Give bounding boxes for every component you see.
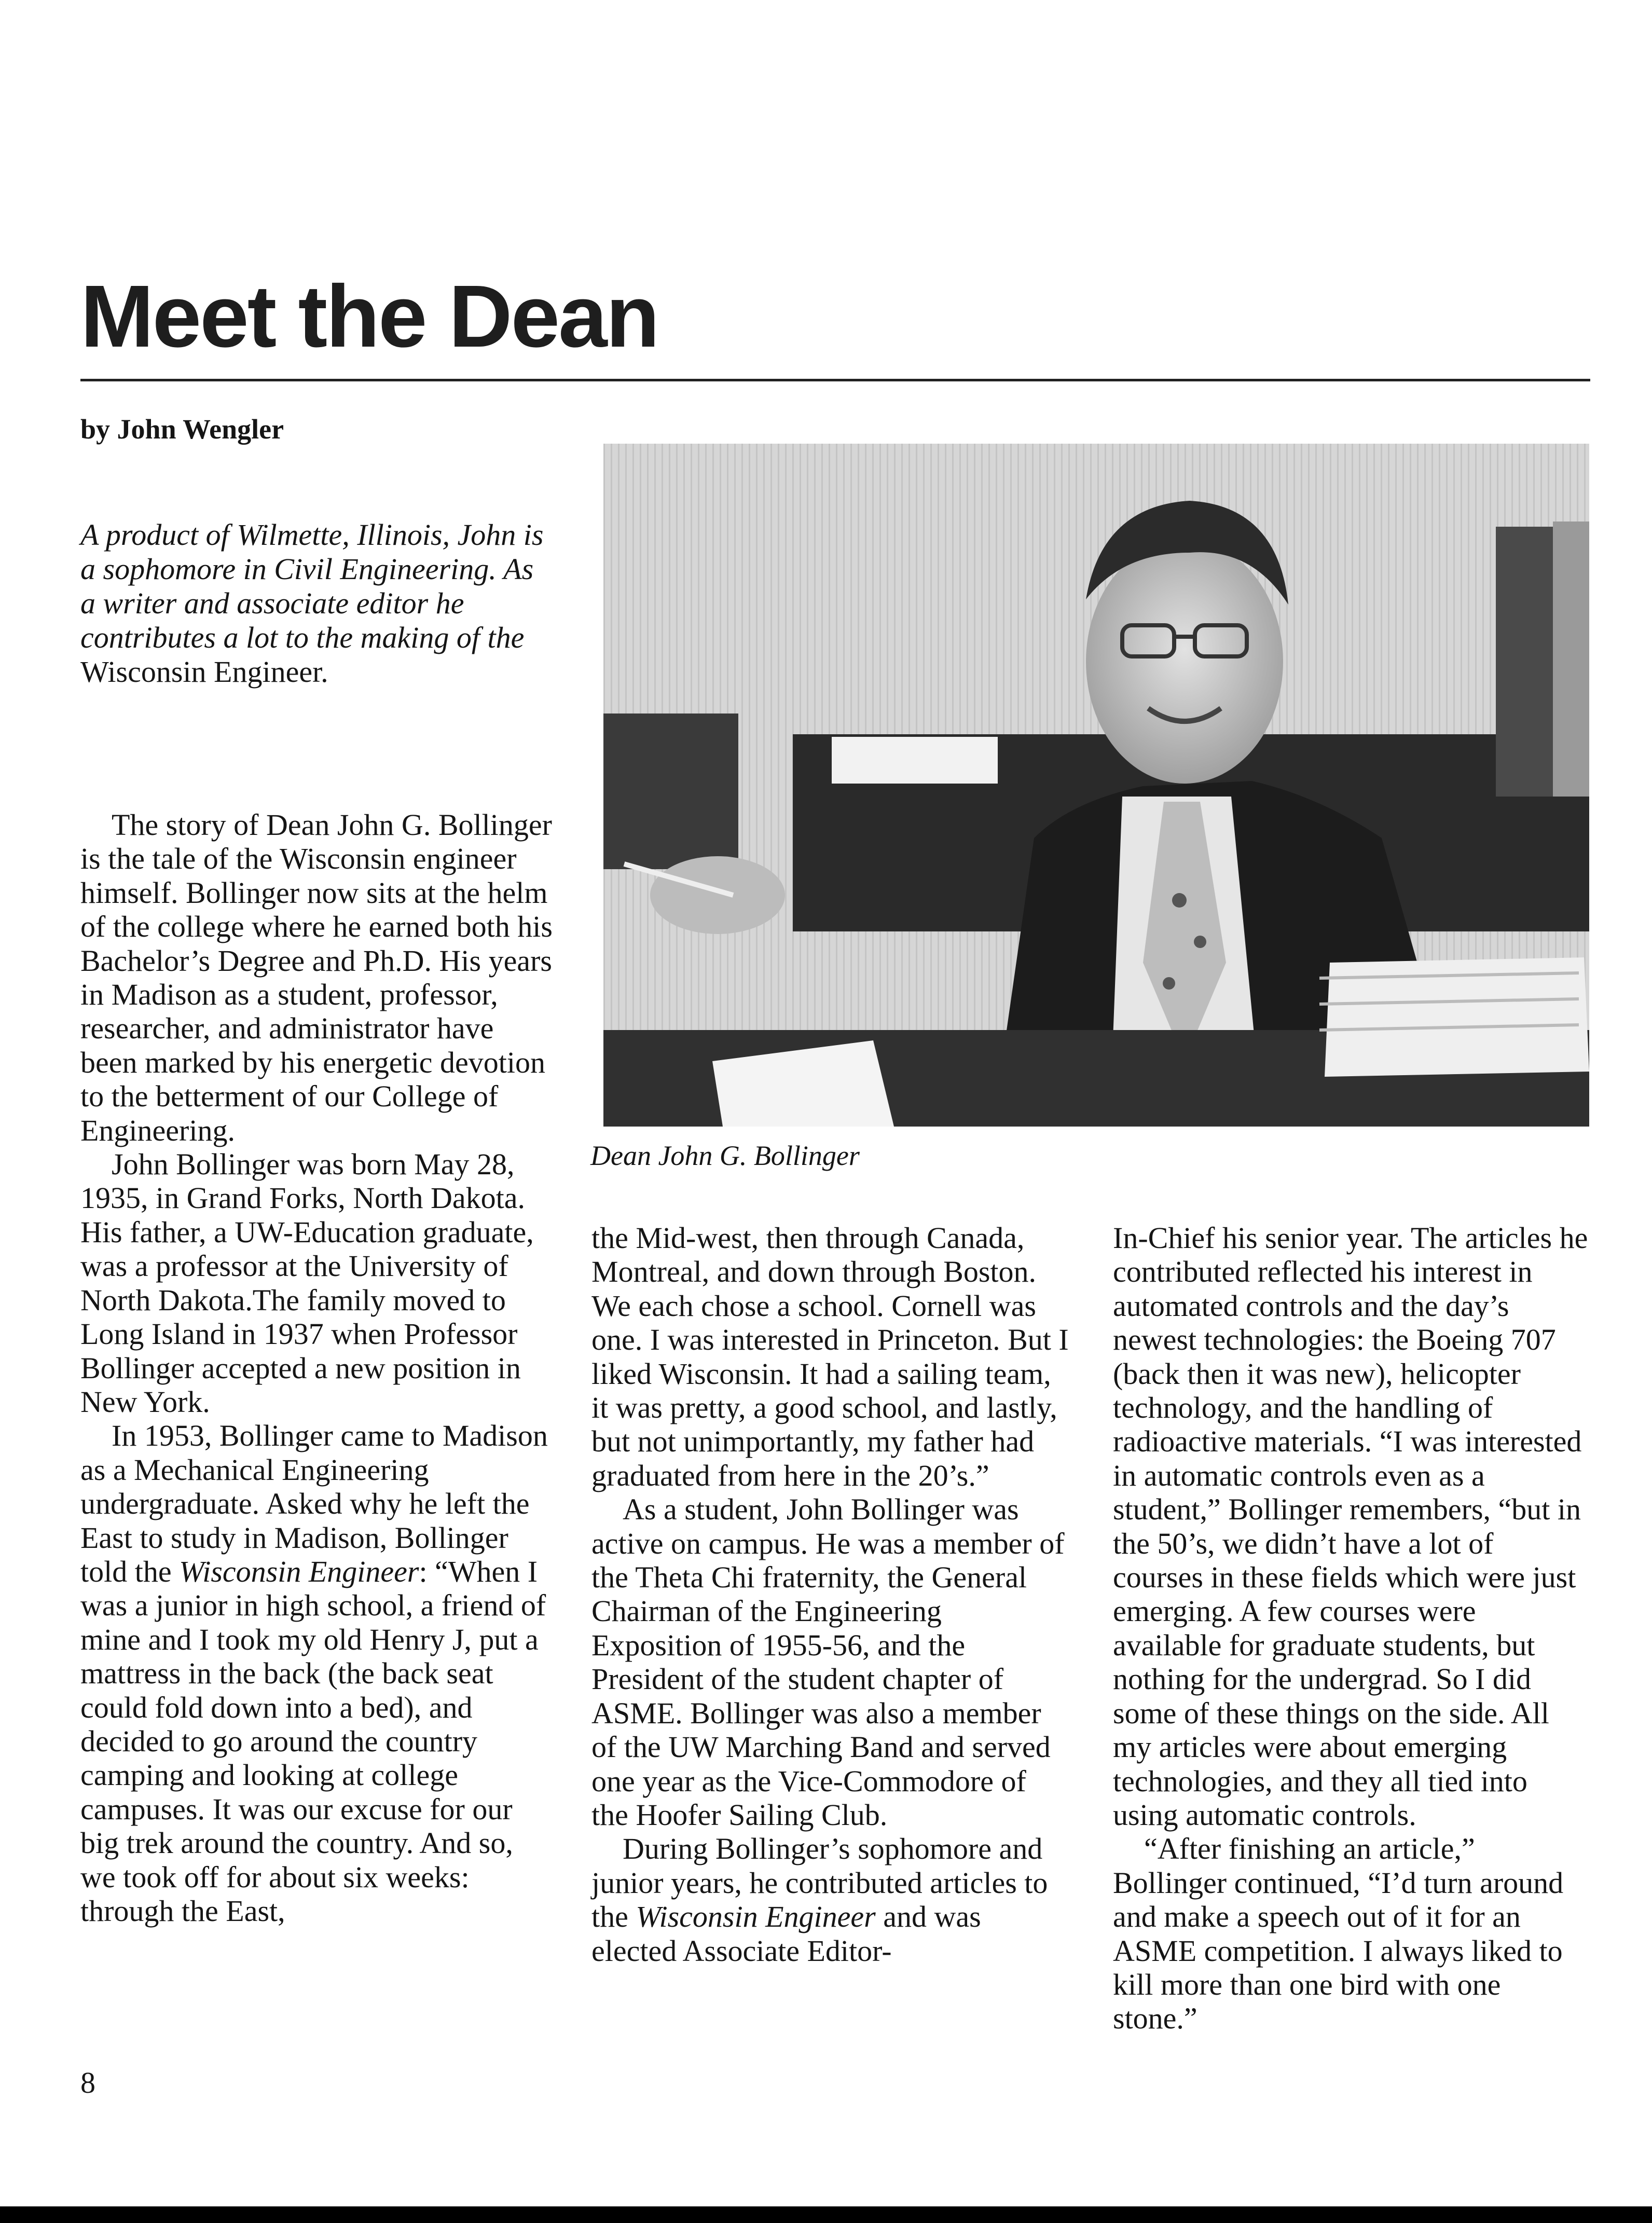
paragraph: the Mid-west, then through Canada, Montreal, and down through Boston. We each chose a school. Cornell was one. I was interested in Princeton. But I liked Wisconsin. It had a sailing team, it was pretty, a good school, and lastly, but not unimportantly, my father had graduated from here in the 20’s.” xyxy=(591,1221,1069,1492)
magazine-name: Wisconsin Engineer xyxy=(179,1554,419,1588)
author-intro xyxy=(80,518,547,689)
paragraph-text: In 1953, Bollinger came to Madison as a Mechanical Engineering undergraduate. Asked why he left the East to study in Madison, Bollinger told the xyxy=(80,1419,548,1588)
paragraph xyxy=(80,1419,553,1928)
column-2 xyxy=(591,1221,1069,1968)
page-number: 8 xyxy=(80,2066,95,2100)
scan-edge-bar xyxy=(0,2206,1652,2223)
dean-photo xyxy=(603,444,1589,1127)
title-rule xyxy=(80,379,1590,381)
paragraph xyxy=(591,1832,1069,1968)
article-title: Meet the Dean xyxy=(80,267,658,366)
paragraph-text: During Bollinger’s sophomore and junior years, he contributed articles to the xyxy=(591,1832,1048,1934)
byline: by John Wengler xyxy=(80,414,284,445)
paragraph-text: : “When I was a junior in high school, a friend of mine and I took my old Henry J, put a mattress in the back (the back seat could fold down into a bed), and decided to go around the country camping and looking at college campuses. It was our excuse for our big trek around the country. And so, we took off for about six weeks: through the East, xyxy=(80,1554,546,1928)
photo-caption: Dean John G. Bollinger xyxy=(590,1140,860,1171)
paragraph-text: and was elected Associate Editor- xyxy=(591,1900,981,1968)
paragraph: In-Chief his senior year. The articles he contributed reflected his interest in automated controls and the day’s newest technologies: the Boeing 707 (back then it was new), helicopter technology, and the handling of radioactive materials. “I was interested in automatic controls even as a student,” Bollinger remembers, “but in the 50’s, we didn’t have a lot of courses in these fields which were just emerging. A few courses were available for graduate students, but nothing for the undergrad. So I did some of these things on the side. All my articles were about emerging technologies, and they all tied into using automatic controls. xyxy=(1113,1221,1588,1832)
paragraph: John Bollinger was born May 28, 1935, in Grand Forks, North Dakota. His father, a UW-Education graduate, was a professor at the University of North Dakota.The family moved to Long Island in 1937 when Professor Bollinger accepted a new position in New York. xyxy=(80,1147,534,1419)
paragraph: The story of Dean John G. Bollinger is the tale of the Wisconsin engineer himself. Bollinger now sits at the helm of the college where he earned both his Bachelor’s Degree and Ph.D. His years in Madison as a student, professor, researcher, and administrator have been marked by his energetic devotion to the betterment of our College of Engineering. xyxy=(80,808,553,1147)
author-intro-text: A product of Wilmette, Illinois, John is a sophomore in Civil Engineering. As a writer and associate editor he contributes a lot to the making of the xyxy=(80,518,544,654)
paragraph: As a student, John Bollinger was active on campus. He was a member of the Theta Chi fraternity, the General Chairman of the Engineering Exposition of 1955-56, and the President of the student chapter of ASME. Bollinger was also a member of the UW Marching Band and served one year as the Vice-Commodore of the Hoofer Sailing Club. xyxy=(591,1492,1065,1832)
author-intro-publication: Wisconsin Engineer. xyxy=(80,655,328,689)
magazine-name: Wisconsin Engineer xyxy=(636,1900,876,1934)
dean-photo-illustration xyxy=(603,444,1589,1127)
column-3 xyxy=(1113,1221,1590,2036)
column-1 xyxy=(80,808,553,1928)
paragraph: “After finishing an article,” Bollinger continued, “I’d turn around and make a speech out of it for an ASME competition. I always liked to kill more than one bird with one stone.” xyxy=(1113,1832,1564,2036)
